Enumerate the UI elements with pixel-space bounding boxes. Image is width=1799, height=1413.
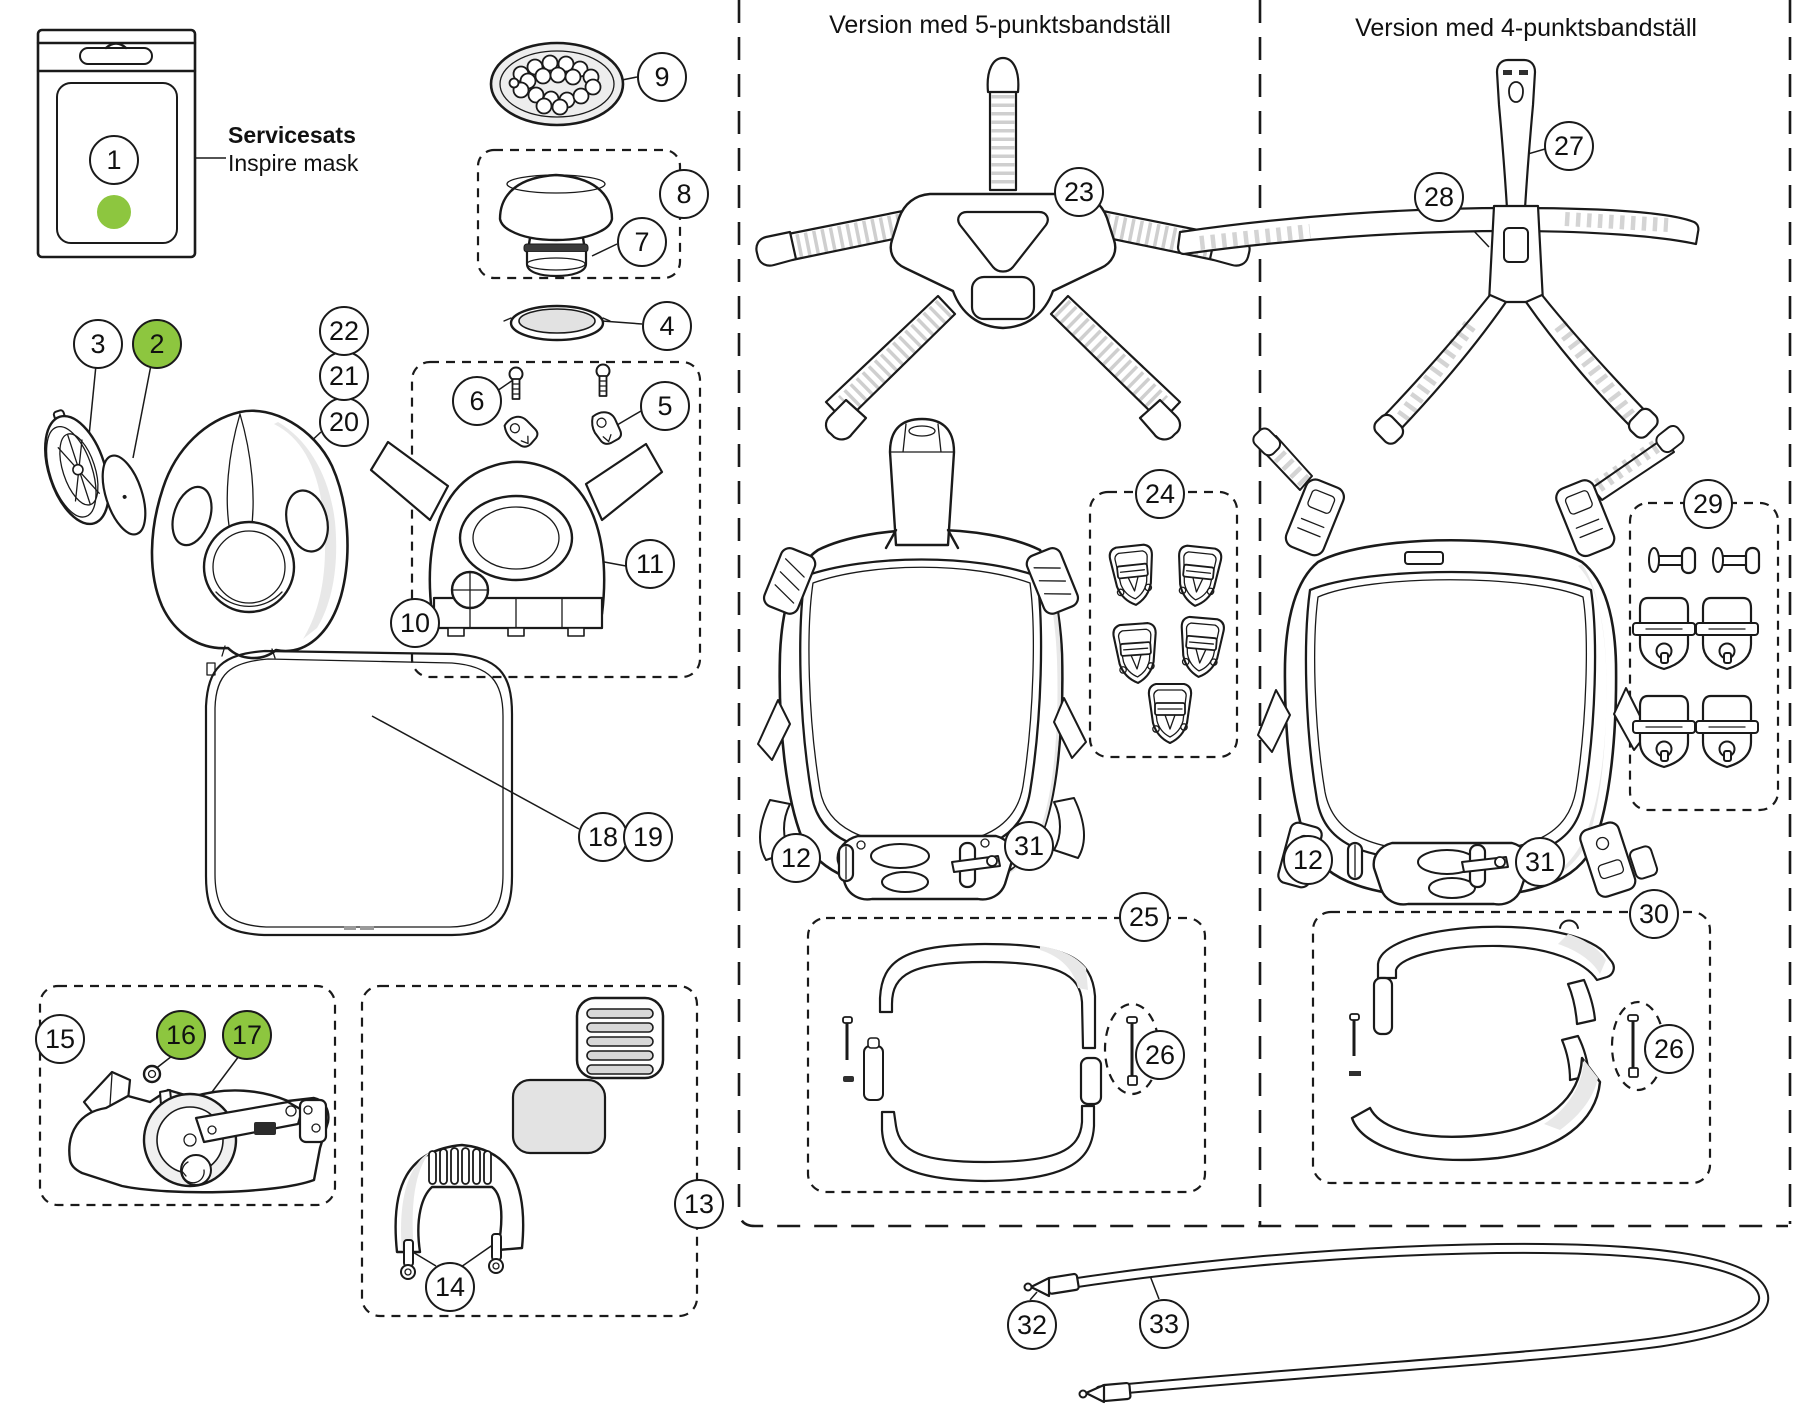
valve-assembly-part15: [69, 1066, 328, 1192]
grille-cover-box13: [396, 998, 663, 1279]
callout-16: 16: [156, 1010, 206, 1060]
five-point-harness-part23: [756, 58, 1249, 439]
callout-20: 20: [319, 397, 369, 447]
four-point-column-title: Version med 4-punktsbandställ: [1355, 14, 1697, 42]
four-point-harness-part27-28: [1178, 60, 1698, 447]
callout-28: 28: [1414, 172, 1464, 222]
callout-2: 2: [132, 319, 182, 369]
callout-33: 33: [1139, 1299, 1189, 1349]
callout-13: 13: [674, 1179, 724, 1229]
callout-31-mid: 31: [1004, 821, 1054, 871]
visor-frame-part30: [1349, 921, 1638, 1160]
callout-5: 5: [640, 381, 690, 431]
callout-12-mid: 12: [771, 833, 821, 883]
callout-19: 19: [623, 812, 673, 862]
oval-lid-part4: [504, 306, 610, 340]
callout-14: 14: [425, 1262, 475, 1312]
pin-part12-right: [1348, 843, 1362, 879]
screw-part26-right: [1628, 1015, 1638, 1077]
callout-21: 21: [319, 351, 369, 401]
inner-mask-part20: [152, 411, 347, 658]
strap-clips-part24: [1109, 544, 1225, 743]
callout-27: 27: [1544, 121, 1594, 171]
callout-6: 6: [452, 376, 502, 426]
callout-11: 11: [625, 539, 675, 589]
callout-32: 32: [1007, 1300, 1057, 1350]
callout-23: 23: [1054, 167, 1104, 217]
five-point-column-title: Version med 5-punktsbandställ: [829, 11, 1171, 39]
screw-part6b: [597, 365, 610, 397]
callout-17: 17: [222, 1010, 272, 1060]
callout-18: 18: [578, 812, 628, 862]
callout-3: 3: [73, 319, 123, 369]
callout-1: 1: [89, 135, 139, 185]
o-ring-part16: [144, 1066, 160, 1082]
callout-22: 22: [319, 306, 369, 356]
port-funnel-part7: [500, 175, 612, 276]
callout-8: 8: [659, 169, 709, 219]
callout-31-right: 31: [1515, 837, 1565, 887]
strap-tip-part32: [1025, 1274, 1080, 1296]
callout-26-mid: 26: [1135, 1030, 1185, 1080]
perforated-disc-part9: [491, 43, 623, 125]
clip-part5: [501, 411, 541, 452]
callout-26-right: 26: [1644, 1024, 1694, 1074]
vented-cover-part14: [396, 1145, 524, 1279]
callout-4: 4: [642, 301, 692, 351]
callout-7: 7: [617, 217, 667, 267]
callout-29: 29: [1683, 479, 1733, 529]
kit-title: Servicesats: [228, 122, 356, 148]
screw-part6: [510, 368, 523, 400]
callout-9: 9: [637, 52, 687, 102]
callout-10: 10: [390, 598, 440, 648]
callout-15: 15: [35, 1014, 85, 1064]
pin-part12-mid: [839, 845, 853, 881]
kit-subtitle: Inspire mask: [228, 150, 359, 176]
green-kit-dot: [97, 195, 131, 229]
full-face-mask-4pt: [1250, 423, 1686, 904]
pins-buckles-part29: [1633, 548, 1759, 767]
callout-25: 25: [1119, 892, 1169, 942]
callout-30: 30: [1629, 889, 1679, 939]
visor-lens-part18: [206, 651, 512, 935]
visor-frame-part25: [843, 944, 1137, 1181]
callout-12-right: 12: [1283, 835, 1333, 885]
callout-24: 24: [1135, 469, 1185, 519]
clip-part5b: [590, 409, 623, 447]
neck-strap-part33: [1025, 1248, 1764, 1402]
